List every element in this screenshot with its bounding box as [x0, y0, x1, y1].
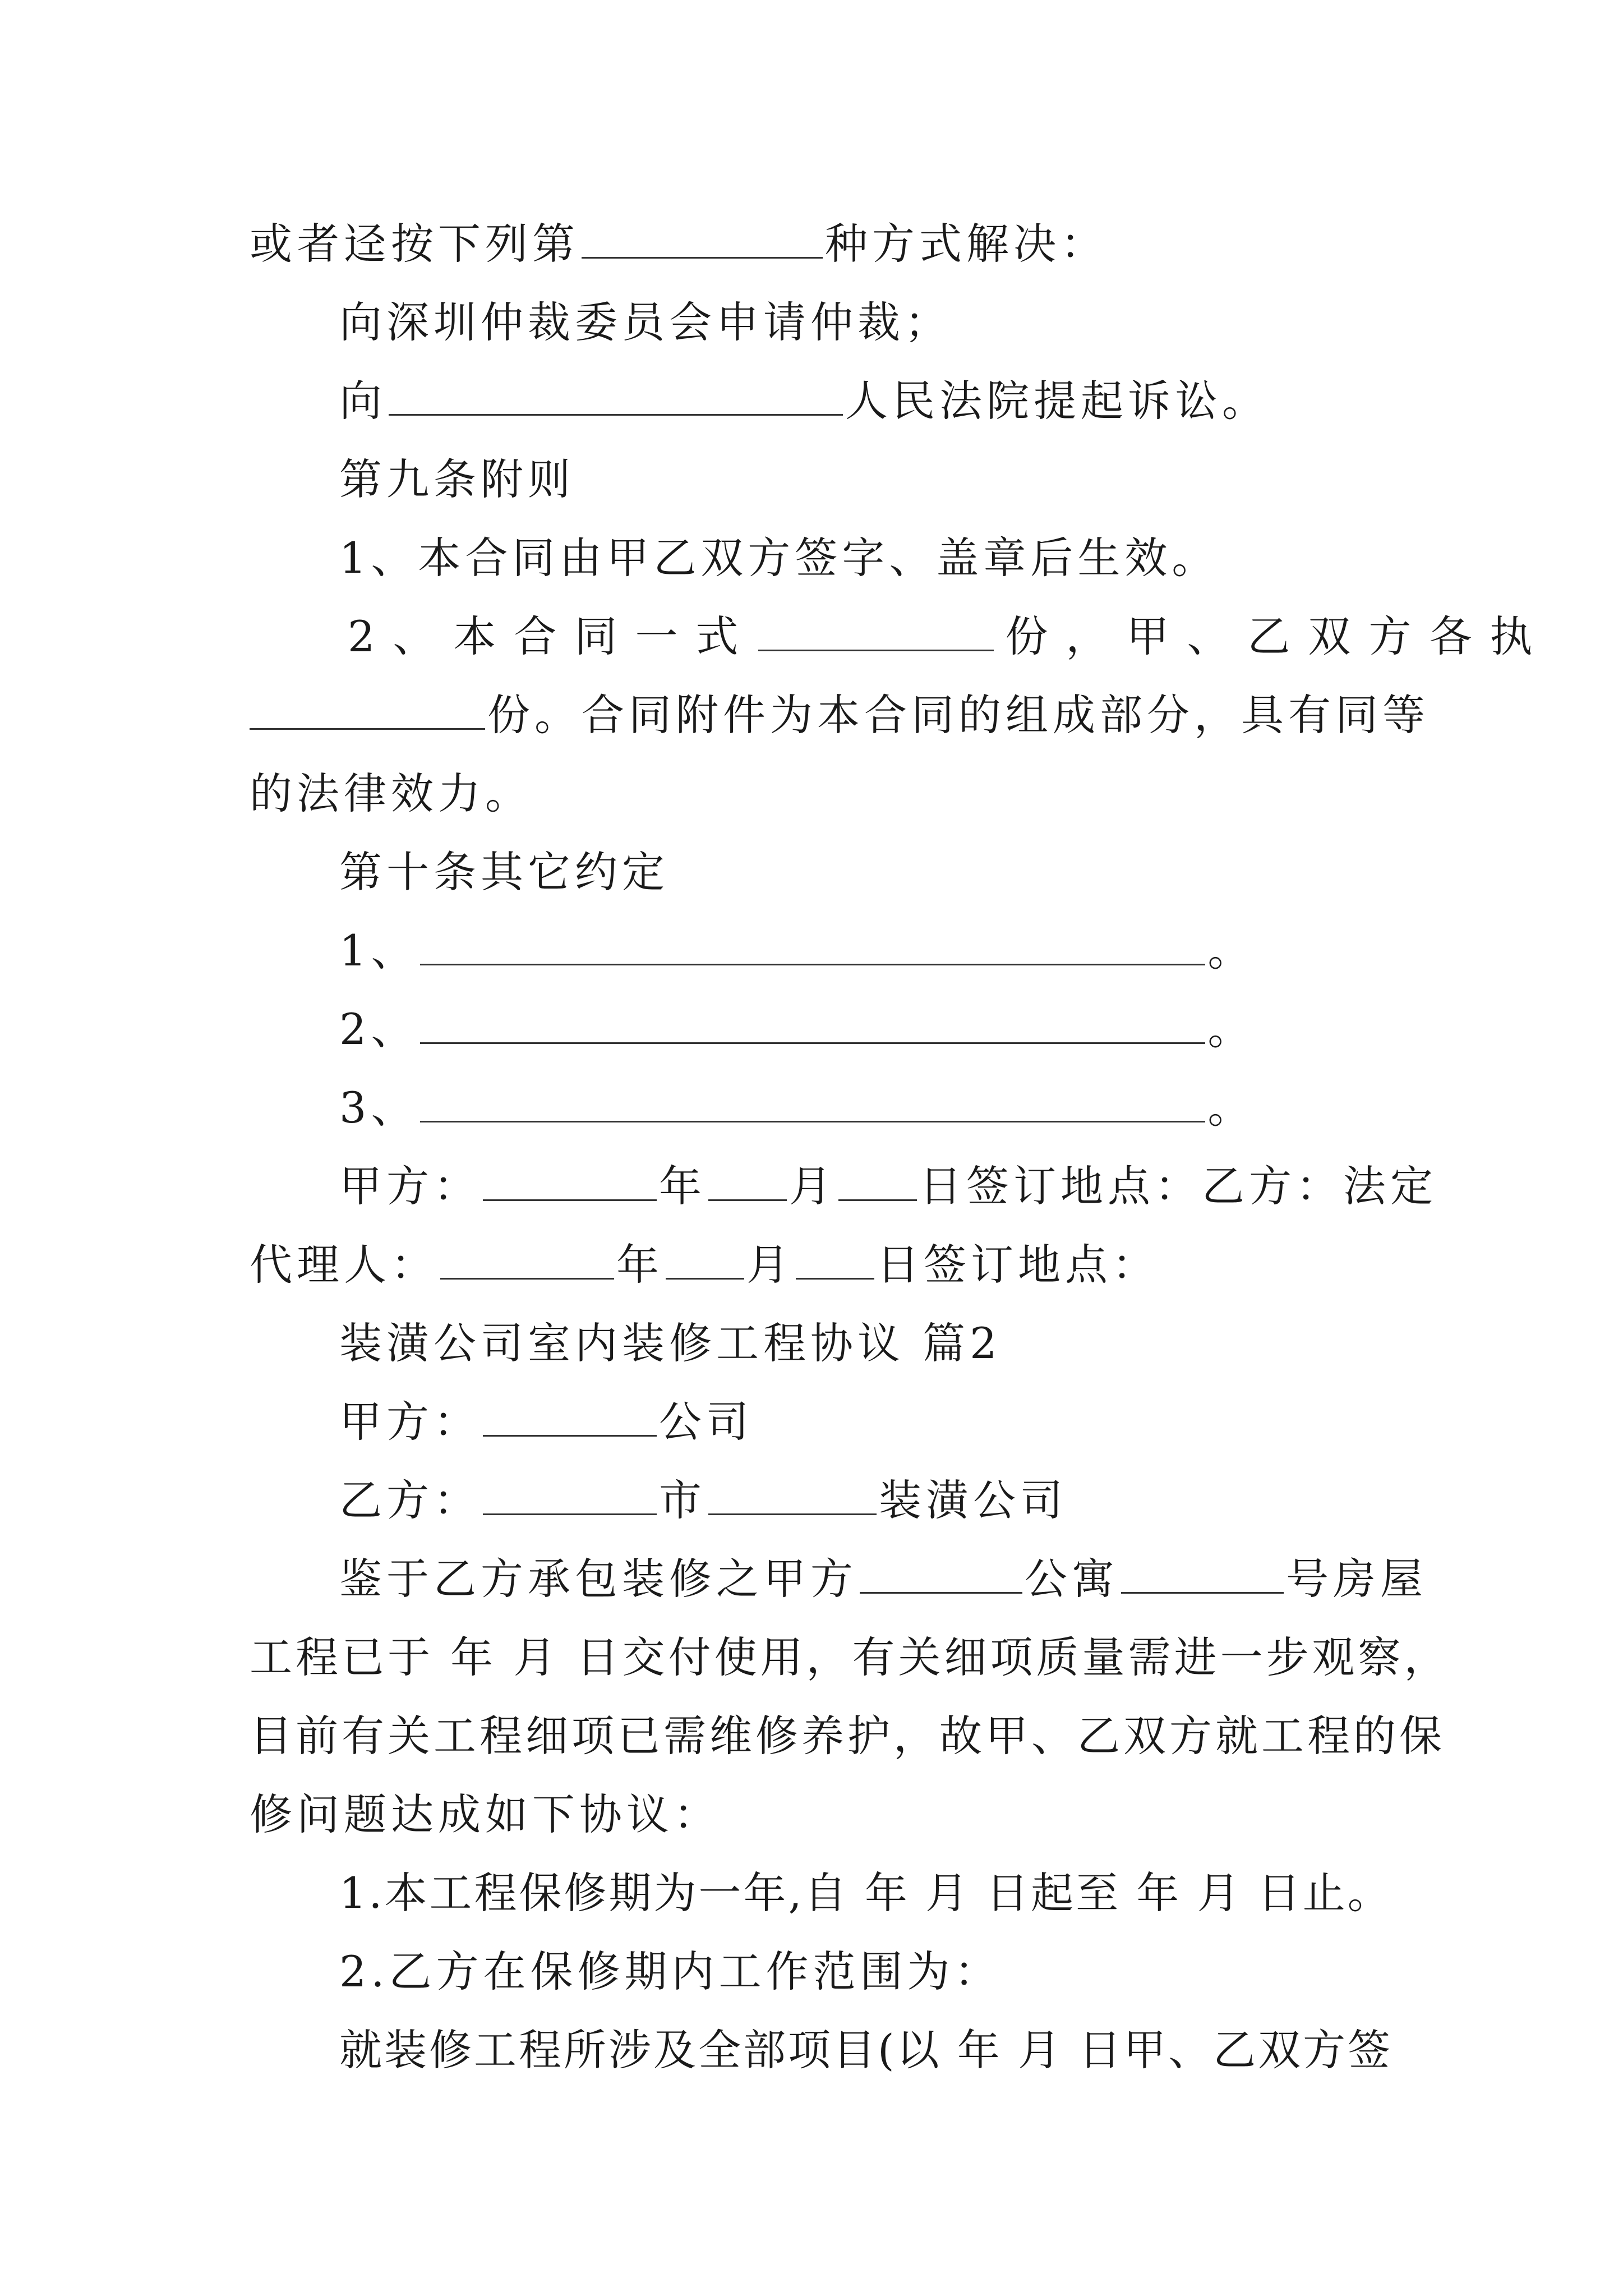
text-segment: 年	[659, 1161, 706, 1211]
text-segment: 或者迳按下列第	[250, 219, 579, 269]
text-segment: 乙方：	[339, 1475, 481, 1525]
text-line	[339, 1473, 1067, 1529]
fill-blank	[758, 610, 994, 651]
text-line	[339, 373, 1269, 429]
text-segment: 2、本合同一式	[348, 611, 757, 661]
text-segment: 。	[1207, 1004, 1255, 1054]
fill-blank	[483, 1396, 657, 1437]
text-line: 就装修工程所涉及全部项目(以 年 月 日甲、乙双方签	[339, 2025, 1393, 2075]
text-segment: 向	[339, 376, 386, 426]
fill-blank	[420, 924, 1205, 965]
text-line	[250, 1237, 1159, 1293]
text-segment: 市	[659, 1475, 706, 1525]
section-heading: 第九条附则	[339, 454, 575, 504]
fill-blank	[420, 1003, 1205, 1044]
text-line	[250, 687, 1430, 743]
fill-blank	[708, 1474, 877, 1515]
text-line	[339, 923, 1255, 979]
text-line	[339, 1080, 1255, 1136]
section-heading: 第十条其它约定	[339, 847, 669, 897]
text-segment: 月	[789, 1161, 836, 1211]
fill-blank	[250, 689, 485, 730]
text-line: 2.乙方在保修期内工作范围为：	[339, 1947, 1002, 1996]
text-segment: 日签订地点：乙方：法定	[919, 1161, 1437, 1211]
fill-blank	[1121, 1553, 1284, 1594]
text-segment: 公寓	[1025, 1554, 1119, 1604]
fill-blank	[708, 1160, 787, 1201]
text-line	[339, 1158, 1437, 1214]
text-line: 1、本合同由甲乙双方签字、盖章后生效。	[339, 533, 1219, 583]
text-segment: 日签订地点：	[877, 1240, 1159, 1290]
text-line	[339, 1551, 1427, 1607]
fill-blank	[483, 1160, 657, 1201]
text-line: 目前有关工程细项已需维修养护，故甲、乙双方就工程的保	[250, 1711, 1445, 1761]
fill-blank	[483, 1474, 657, 1515]
text-line	[339, 1394, 753, 1450]
text-segment: 代理人：	[250, 1240, 438, 1290]
text-segment: 甲方：	[339, 1397, 481, 1447]
text-segment: 号房屋	[1286, 1554, 1427, 1604]
text-segment: 年	[616, 1240, 663, 1290]
text-segment: 份，甲、乙双方各执	[1005, 611, 1551, 661]
fill-blank	[389, 375, 843, 416]
fill-blank	[582, 218, 823, 259]
text-segment: 份。合同附件为本合同的组成部分，具有同等	[487, 690, 1430, 740]
text-segment: 鉴于乙方承包装修之甲方	[339, 1554, 857, 1604]
fill-blank	[838, 1160, 917, 1201]
text-segment: 装潢公司	[879, 1475, 1067, 1525]
text-line: 1.本工程保修期为一年,自 年 月 日起至 年 月 日止。	[339, 1868, 1393, 1918]
text-segment: 月	[746, 1240, 794, 1290]
section-heading: 装潢公司室内装修工程协议 篇2	[339, 1318, 1002, 1368]
fill-blank	[860, 1553, 1022, 1594]
fill-blank	[420, 1082, 1205, 1122]
list-number: 1、	[339, 926, 418, 976]
text-line	[348, 609, 1550, 665]
text-line: 修问题达成如下协议：	[250, 1789, 721, 1839]
text-line: 工程已于 年 月 日交付使用，有关细项质量需进一步观察，	[250, 1632, 1450, 1682]
fill-blank	[796, 1239, 874, 1280]
list-number: 2、	[339, 1004, 418, 1054]
text-line	[250, 216, 1108, 272]
fill-blank	[666, 1239, 744, 1280]
text-segment: 。	[1207, 1083, 1255, 1133]
text-segment: 人民法院提起诉讼。	[845, 376, 1269, 426]
text-segment: 种方式解决：	[825, 219, 1108, 269]
text-segment: 。	[1207, 926, 1255, 976]
list-number: 3、	[339, 1083, 418, 1133]
text-segment: 甲方：	[339, 1161, 481, 1211]
text-line: 向深圳仲裁委员会申请仲裁；	[339, 297, 952, 347]
text-segment: 公司	[659, 1397, 753, 1447]
text-line	[339, 1001, 1255, 1057]
text-line: 的法律效力。	[250, 769, 532, 818]
fill-blank	[440, 1239, 614, 1280]
